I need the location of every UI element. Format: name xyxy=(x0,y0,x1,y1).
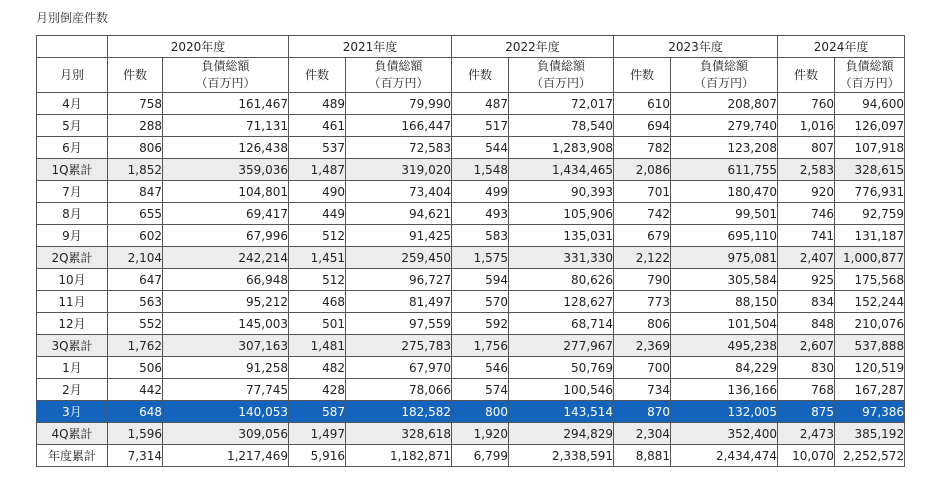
count-cell: 790 xyxy=(614,269,671,291)
table-row xyxy=(37,269,905,291)
corner-blank xyxy=(37,36,108,58)
debt-cell: 100,546 xyxy=(509,379,614,401)
count-cell: 552 xyxy=(108,313,163,335)
count-cell: 537 xyxy=(289,137,346,159)
debt-cell: 72,017 xyxy=(509,93,614,115)
debt-cell: 68,714 xyxy=(509,313,614,335)
debt-cell: 495,238 xyxy=(671,335,778,357)
count-cell: 501 xyxy=(289,313,346,335)
count-cell: 2,122 xyxy=(614,247,671,269)
debt-cell: 131,187 xyxy=(835,225,905,247)
debt-cell: 67,996 xyxy=(163,225,289,247)
debt-cell: 1,182,871 xyxy=(346,445,452,467)
count-cell: 694 xyxy=(614,115,671,137)
table-row xyxy=(37,93,905,115)
count-cell: 875 xyxy=(778,401,835,423)
count-cell: 468 xyxy=(289,291,346,313)
debt-cell: 71,131 xyxy=(163,115,289,137)
count-cell: 428 xyxy=(289,379,346,401)
count-cell: 1,852 xyxy=(108,159,163,181)
count-cell: 647 xyxy=(108,269,163,291)
debt-cell: 91,425 xyxy=(346,225,452,247)
debt-cell: 277,967 xyxy=(509,335,614,357)
count-cell: 807 xyxy=(778,137,835,159)
table-body xyxy=(37,93,905,467)
debt-column-header xyxy=(346,58,452,93)
count-cell: 768 xyxy=(778,379,835,401)
debt-cell: 96,727 xyxy=(346,269,452,291)
row-label: 9月 xyxy=(37,225,108,247)
debt-column-label: 負債総額 xyxy=(700,59,749,73)
quarter-total-row xyxy=(37,335,905,357)
debt-cell: 210,076 xyxy=(835,313,905,335)
row-label: 4月 xyxy=(37,93,108,115)
count-cell: 847 xyxy=(108,181,163,203)
debt-cell: 78,540 xyxy=(509,115,614,137)
debt-cell: 84,229 xyxy=(671,357,778,379)
count-cell: 8,881 xyxy=(614,445,671,467)
debt-cell: 123,208 xyxy=(671,137,778,159)
count-cell: 806 xyxy=(108,137,163,159)
table-row xyxy=(37,225,905,247)
count-cell: 1,487 xyxy=(289,159,346,181)
debt-column-label: 負債総額 xyxy=(374,59,423,73)
row-label: 1Q累計 xyxy=(37,159,108,181)
row-label: 4Q累計 xyxy=(37,423,108,445)
row-label: 3月 xyxy=(37,401,108,423)
debt-cell: 95,212 xyxy=(163,291,289,313)
debt-cell: 135,031 xyxy=(509,225,614,247)
debt-cell: 242,214 xyxy=(163,247,289,269)
debt-cell: 92,759 xyxy=(835,203,905,225)
count-cell: 806 xyxy=(614,313,671,335)
count-cell: 920 xyxy=(778,181,835,203)
count-cell: 800 xyxy=(452,401,509,423)
year-total-row xyxy=(37,445,905,467)
debt-column-label: 負債総額 xyxy=(537,59,586,73)
debt-cell: 1,000,877 xyxy=(835,247,905,269)
debt-cell: 975,081 xyxy=(671,247,778,269)
count-cell: 546 xyxy=(452,357,509,379)
count-cell: 648 xyxy=(108,401,163,423)
debt-cell: 695,110 xyxy=(671,225,778,247)
debt-cell: 143,514 xyxy=(509,401,614,423)
count-cell: 2,583 xyxy=(778,159,835,181)
row-label: 7月 xyxy=(37,181,108,203)
bankruptcy-table xyxy=(36,35,905,467)
count-cell: 1,016 xyxy=(778,115,835,137)
debt-cell: 77,745 xyxy=(163,379,289,401)
debt-cell: 120,519 xyxy=(835,357,905,379)
debt-cell: 99,501 xyxy=(671,203,778,225)
count-cell: 655 xyxy=(108,203,163,225)
count-cell: 10,070 xyxy=(778,445,835,467)
debt-cell: 161,467 xyxy=(163,93,289,115)
debt-cell: 352,400 xyxy=(671,423,778,445)
count-cell: 506 xyxy=(108,357,163,379)
count-cell: 1,481 xyxy=(289,335,346,357)
count-cell: 760 xyxy=(778,93,835,115)
count-cell: 700 xyxy=(614,357,671,379)
count-cell: 288 xyxy=(108,115,163,137)
count-cell: 782 xyxy=(614,137,671,159)
debt-cell: 97,559 xyxy=(346,313,452,335)
debt-cell: 294,829 xyxy=(509,423,614,445)
count-column-header: 件数 xyxy=(452,58,509,93)
debt-cell: 126,097 xyxy=(835,115,905,137)
debt-cell: 208,807 xyxy=(671,93,778,115)
count-cell: 517 xyxy=(452,115,509,137)
count-cell: 2,607 xyxy=(778,335,835,357)
debt-cell: 328,618 xyxy=(346,423,452,445)
table-row xyxy=(37,115,905,137)
debt-cell: 145,003 xyxy=(163,313,289,335)
table-row xyxy=(37,203,905,225)
debt-column-label: 負債総額 xyxy=(845,59,894,73)
count-cell: 490 xyxy=(289,181,346,203)
debt-column-unit: （百万円） xyxy=(531,76,592,90)
debt-cell: 611,755 xyxy=(671,159,778,181)
count-cell: 1,548 xyxy=(452,159,509,181)
count-cell: 449 xyxy=(289,203,346,225)
table-row xyxy=(37,291,905,313)
quarter-total-row xyxy=(37,159,905,181)
table-row xyxy=(37,137,905,159)
row-label: 6月 xyxy=(37,137,108,159)
debt-column-unit: （百万円） xyxy=(694,76,755,90)
count-cell: 834 xyxy=(778,291,835,313)
count-cell: 7,314 xyxy=(108,445,163,467)
month-column-header: 月別 xyxy=(37,58,108,93)
debt-cell: 1,283,908 xyxy=(509,137,614,159)
debt-cell: 94,621 xyxy=(346,203,452,225)
debt-cell: 90,393 xyxy=(509,181,614,203)
quarter-total-row xyxy=(37,247,905,269)
debt-cell: 279,740 xyxy=(671,115,778,137)
count-cell: 489 xyxy=(289,93,346,115)
debt-column-unit: （百万円） xyxy=(839,76,900,90)
count-cell: 493 xyxy=(452,203,509,225)
count-column-header: 件数 xyxy=(289,58,346,93)
count-cell: 2,407 xyxy=(778,247,835,269)
debt-cell: 140,053 xyxy=(163,401,289,423)
row-label: 11月 xyxy=(37,291,108,313)
table-row xyxy=(37,379,905,401)
debt-cell: 2,434,474 xyxy=(671,445,778,467)
count-cell: 870 xyxy=(614,401,671,423)
debt-cell: 776,931 xyxy=(835,181,905,203)
count-cell: 1,756 xyxy=(452,335,509,357)
row-label: 1月 xyxy=(37,357,108,379)
count-cell: 442 xyxy=(108,379,163,401)
count-cell: 499 xyxy=(452,181,509,203)
debt-cell: 175,568 xyxy=(835,269,905,291)
debt-cell: 167,287 xyxy=(835,379,905,401)
debt-cell: 305,584 xyxy=(671,269,778,291)
count-cell: 1,497 xyxy=(289,423,346,445)
debt-cell: 275,783 xyxy=(346,335,452,357)
debt-cell: 182,582 xyxy=(346,401,452,423)
row-label: 10月 xyxy=(37,269,108,291)
count-cell: 583 xyxy=(452,225,509,247)
count-cell: 1,762 xyxy=(108,335,163,357)
count-cell: 544 xyxy=(452,137,509,159)
count-cell: 594 xyxy=(452,269,509,291)
count-cell: 2,369 xyxy=(614,335,671,357)
count-cell: 741 xyxy=(778,225,835,247)
count-cell: 592 xyxy=(452,313,509,335)
row-label: 3Q累計 xyxy=(37,335,108,357)
row-label: 年度累計 xyxy=(37,445,108,467)
debt-cell: 328,615 xyxy=(835,159,905,181)
count-cell: 563 xyxy=(108,291,163,313)
debt-cell: 331,330 xyxy=(509,247,614,269)
debt-cell: 94,600 xyxy=(835,93,905,115)
debt-cell: 132,005 xyxy=(671,401,778,423)
table-row xyxy=(37,181,905,203)
count-column-header: 件数 xyxy=(614,58,671,93)
debt-column-unit: （百万円） xyxy=(195,76,256,90)
debt-cell: 1,217,469 xyxy=(163,445,289,467)
debt-cell: 259,450 xyxy=(346,247,452,269)
count-cell: 610 xyxy=(614,93,671,115)
count-cell: 482 xyxy=(289,357,346,379)
debt-cell: 537,888 xyxy=(835,335,905,357)
debt-cell: 81,497 xyxy=(346,291,452,313)
count-cell: 848 xyxy=(778,313,835,335)
debt-cell: 78,066 xyxy=(346,379,452,401)
debt-cell: 72,583 xyxy=(346,137,452,159)
debt-cell: 126,438 xyxy=(163,137,289,159)
year-header: 2021年度 xyxy=(289,36,452,58)
debt-cell: 2,252,572 xyxy=(835,445,905,467)
count-cell: 2,304 xyxy=(614,423,671,445)
debt-cell: 88,150 xyxy=(671,291,778,313)
debt-cell: 359,036 xyxy=(163,159,289,181)
count-cell: 6,799 xyxy=(452,445,509,467)
debt-cell: 101,504 xyxy=(671,313,778,335)
count-cell: 587 xyxy=(289,401,346,423)
year-header: 2022年度 xyxy=(452,36,614,58)
count-cell: 512 xyxy=(289,225,346,247)
debt-cell: 73,404 xyxy=(346,181,452,203)
debt-cell: 2,338,591 xyxy=(509,445,614,467)
count-cell: 758 xyxy=(108,93,163,115)
debt-cell: 66,948 xyxy=(163,269,289,291)
page-title: 月別倒産件数 xyxy=(36,11,109,25)
row-label: 5月 xyxy=(37,115,108,137)
count-cell: 5,916 xyxy=(289,445,346,467)
count-cell: 602 xyxy=(108,225,163,247)
debt-cell: 79,990 xyxy=(346,93,452,115)
debt-cell: 69,417 xyxy=(163,203,289,225)
count-cell: 701 xyxy=(614,181,671,203)
quarter-total-row xyxy=(37,423,905,445)
count-cell: 773 xyxy=(614,291,671,313)
count-cell: 570 xyxy=(452,291,509,313)
debt-cell: 1,434,465 xyxy=(509,159,614,181)
debt-cell: 180,470 xyxy=(671,181,778,203)
column-header-row xyxy=(37,58,905,93)
table-row xyxy=(37,313,905,335)
debt-cell: 319,020 xyxy=(346,159,452,181)
debt-column-header xyxy=(509,58,614,93)
debt-cell: 309,056 xyxy=(163,423,289,445)
debt-cell: 128,627 xyxy=(509,291,614,313)
debt-cell: 91,258 xyxy=(163,357,289,379)
count-cell: 574 xyxy=(452,379,509,401)
table-row xyxy=(37,357,905,379)
row-label: 12月 xyxy=(37,313,108,335)
count-cell: 925 xyxy=(778,269,835,291)
count-cell: 679 xyxy=(614,225,671,247)
debt-cell: 67,970 xyxy=(346,357,452,379)
row-label: 2Q累計 xyxy=(37,247,108,269)
debt-column-header xyxy=(671,58,778,93)
count-cell: 1,596 xyxy=(108,423,163,445)
debt-cell: 97,386 xyxy=(835,401,905,423)
debt-column-unit: （百万円） xyxy=(368,76,429,90)
debt-column-header xyxy=(163,58,289,93)
count-column-header: 件数 xyxy=(778,58,835,93)
debt-cell: 104,801 xyxy=(163,181,289,203)
count-cell: 1,451 xyxy=(289,247,346,269)
year-header: 2023年度 xyxy=(614,36,778,58)
count-cell: 512 xyxy=(289,269,346,291)
debt-column-header xyxy=(835,58,905,93)
debt-cell: 152,244 xyxy=(835,291,905,313)
count-cell: 734 xyxy=(614,379,671,401)
count-cell: 2,104 xyxy=(108,247,163,269)
count-cell: 746 xyxy=(778,203,835,225)
count-cell: 461 xyxy=(289,115,346,137)
highlighted-row xyxy=(37,401,905,423)
debt-column-label: 負債総額 xyxy=(201,59,250,73)
count-cell: 830 xyxy=(778,357,835,379)
debt-cell: 307,163 xyxy=(163,335,289,357)
count-cell: 2,473 xyxy=(778,423,835,445)
count-cell: 1,575 xyxy=(452,247,509,269)
count-cell: 2,086 xyxy=(614,159,671,181)
count-cell: 742 xyxy=(614,203,671,225)
row-label: 2月 xyxy=(37,379,108,401)
debt-cell: 105,906 xyxy=(509,203,614,225)
count-column-header: 件数 xyxy=(108,58,163,93)
row-label: 8月 xyxy=(37,203,108,225)
debt-cell: 50,769 xyxy=(509,357,614,379)
count-cell: 487 xyxy=(452,93,509,115)
debt-cell: 136,166 xyxy=(671,379,778,401)
debt-cell: 80,626 xyxy=(509,269,614,291)
debt-cell: 385,192 xyxy=(835,423,905,445)
year-header: 2024年度 xyxy=(778,36,905,58)
count-cell: 1,920 xyxy=(452,423,509,445)
year-header-row xyxy=(37,36,905,58)
debt-cell: 107,918 xyxy=(835,137,905,159)
year-header: 2020年度 xyxy=(108,36,289,58)
debt-cell: 166,447 xyxy=(346,115,452,137)
